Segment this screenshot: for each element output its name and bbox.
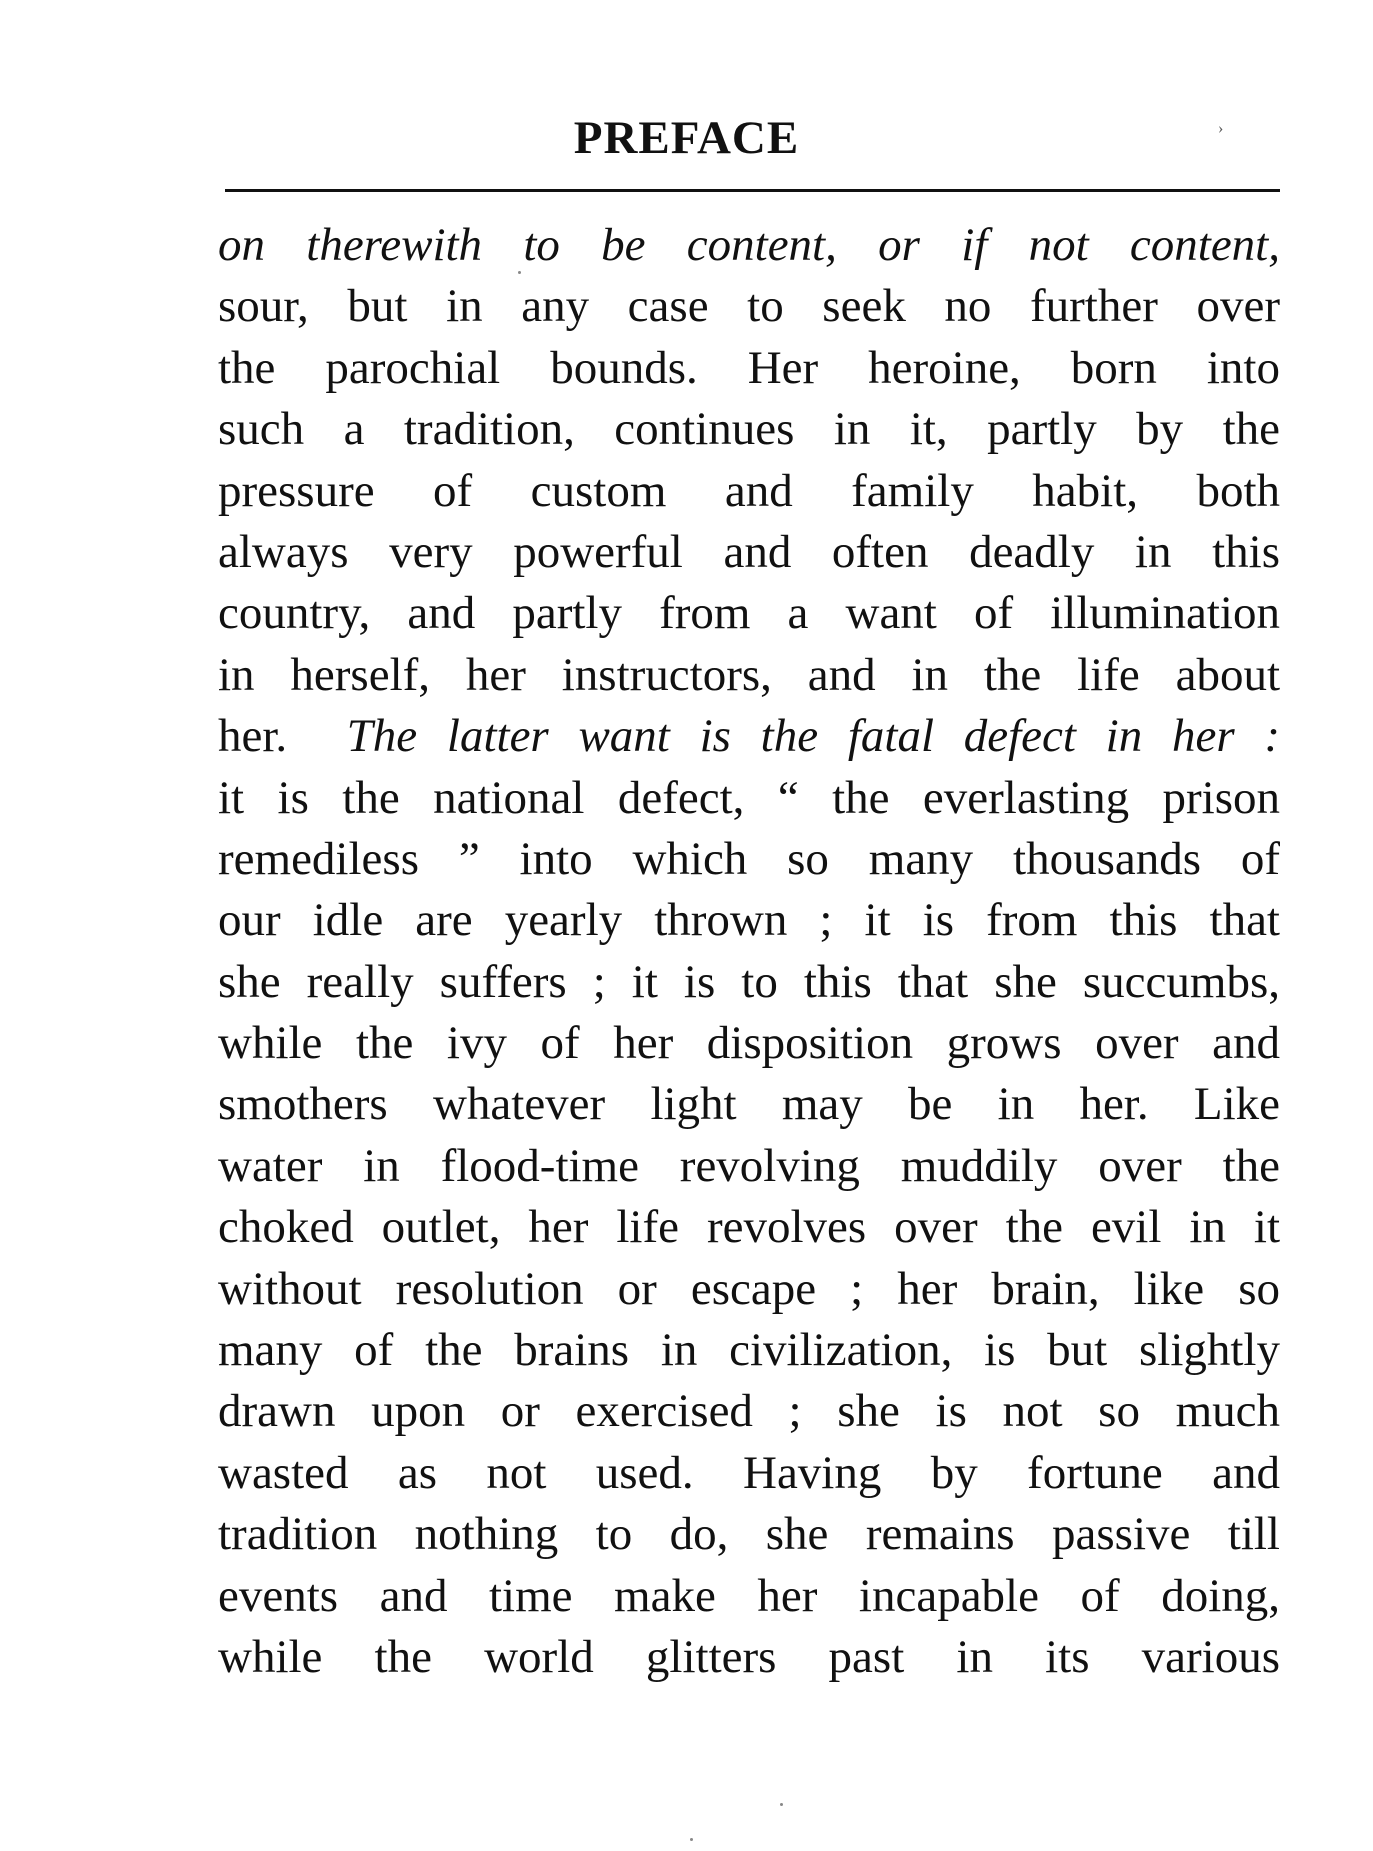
scan-speck (518, 271, 521, 274)
text-line-18: without resolution or escape ; her brain, like so (218, 1262, 1280, 1315)
text-line-8: in herself, her instructors, and in the life about (218, 648, 1280, 701)
text-line-2: sour, but in any case to seek no further over (218, 280, 1280, 333)
text-line-17: choked outlet, her life revolves over the evil in it (218, 1201, 1280, 1254)
line-9-start: her. (218, 710, 288, 763)
text-line-19: many of the brains in civilization, is but slightly (218, 1324, 1280, 1377)
text-line-22: tradition nothing to do, she remains passive till (218, 1508, 1280, 1561)
stray-mark: › (1218, 120, 1224, 137)
text-line-7: country, and partly from a want of illumination (218, 587, 1280, 640)
header-rule (225, 189, 1280, 192)
text-line-9 (218, 706, 1280, 767)
scan-speck (780, 1803, 783, 1806)
running-head: PREFACE (573, 112, 800, 164)
text-line-24: while the world glitters past in its various (218, 1630, 1280, 1683)
text-line-23: events and time make her incapable of doing, (218, 1569, 1280, 1622)
scan-speck (690, 1838, 693, 1841)
text-line-11: remediless ” into which so many thousands of (218, 832, 1280, 885)
text-line-10: it is the national defect, “ the everlasting prison (218, 771, 1280, 824)
body-text (218, 215, 1280, 1688)
text-line-15: smothers whatever light may be in her. Like (218, 1078, 1280, 1131)
text-line-16: water in flood-time revolving muddily over the (218, 1139, 1280, 1192)
text-line-12: our idle are yearly thrown ; it is from this that (218, 894, 1280, 947)
text-line-13: she really suffers ; it is to this that she succumbs, (218, 955, 1280, 1008)
text-line-1: on therewith to be content, or if not content, (218, 219, 1280, 271)
line-9-italic-tail: The latter want is the fatal defect in her : (346, 710, 1280, 763)
text-line-20: drawn upon or exercised ; she is not so much (218, 1385, 1280, 1438)
text-line-3: the parochial bounds. Her heroine, born into (218, 341, 1280, 394)
text-line-6: always very powerful and often deadly in this (218, 525, 1280, 578)
text-line-21: wasted as not used. Having by fortune and (218, 1446, 1280, 1499)
text-line-5: pressure of custom and family habit, both (218, 464, 1280, 517)
text-line-4: such a tradition, continues in it, partly by the (218, 403, 1280, 456)
text-line-14: while the ivy of her disposition grows over and (218, 1017, 1280, 1070)
